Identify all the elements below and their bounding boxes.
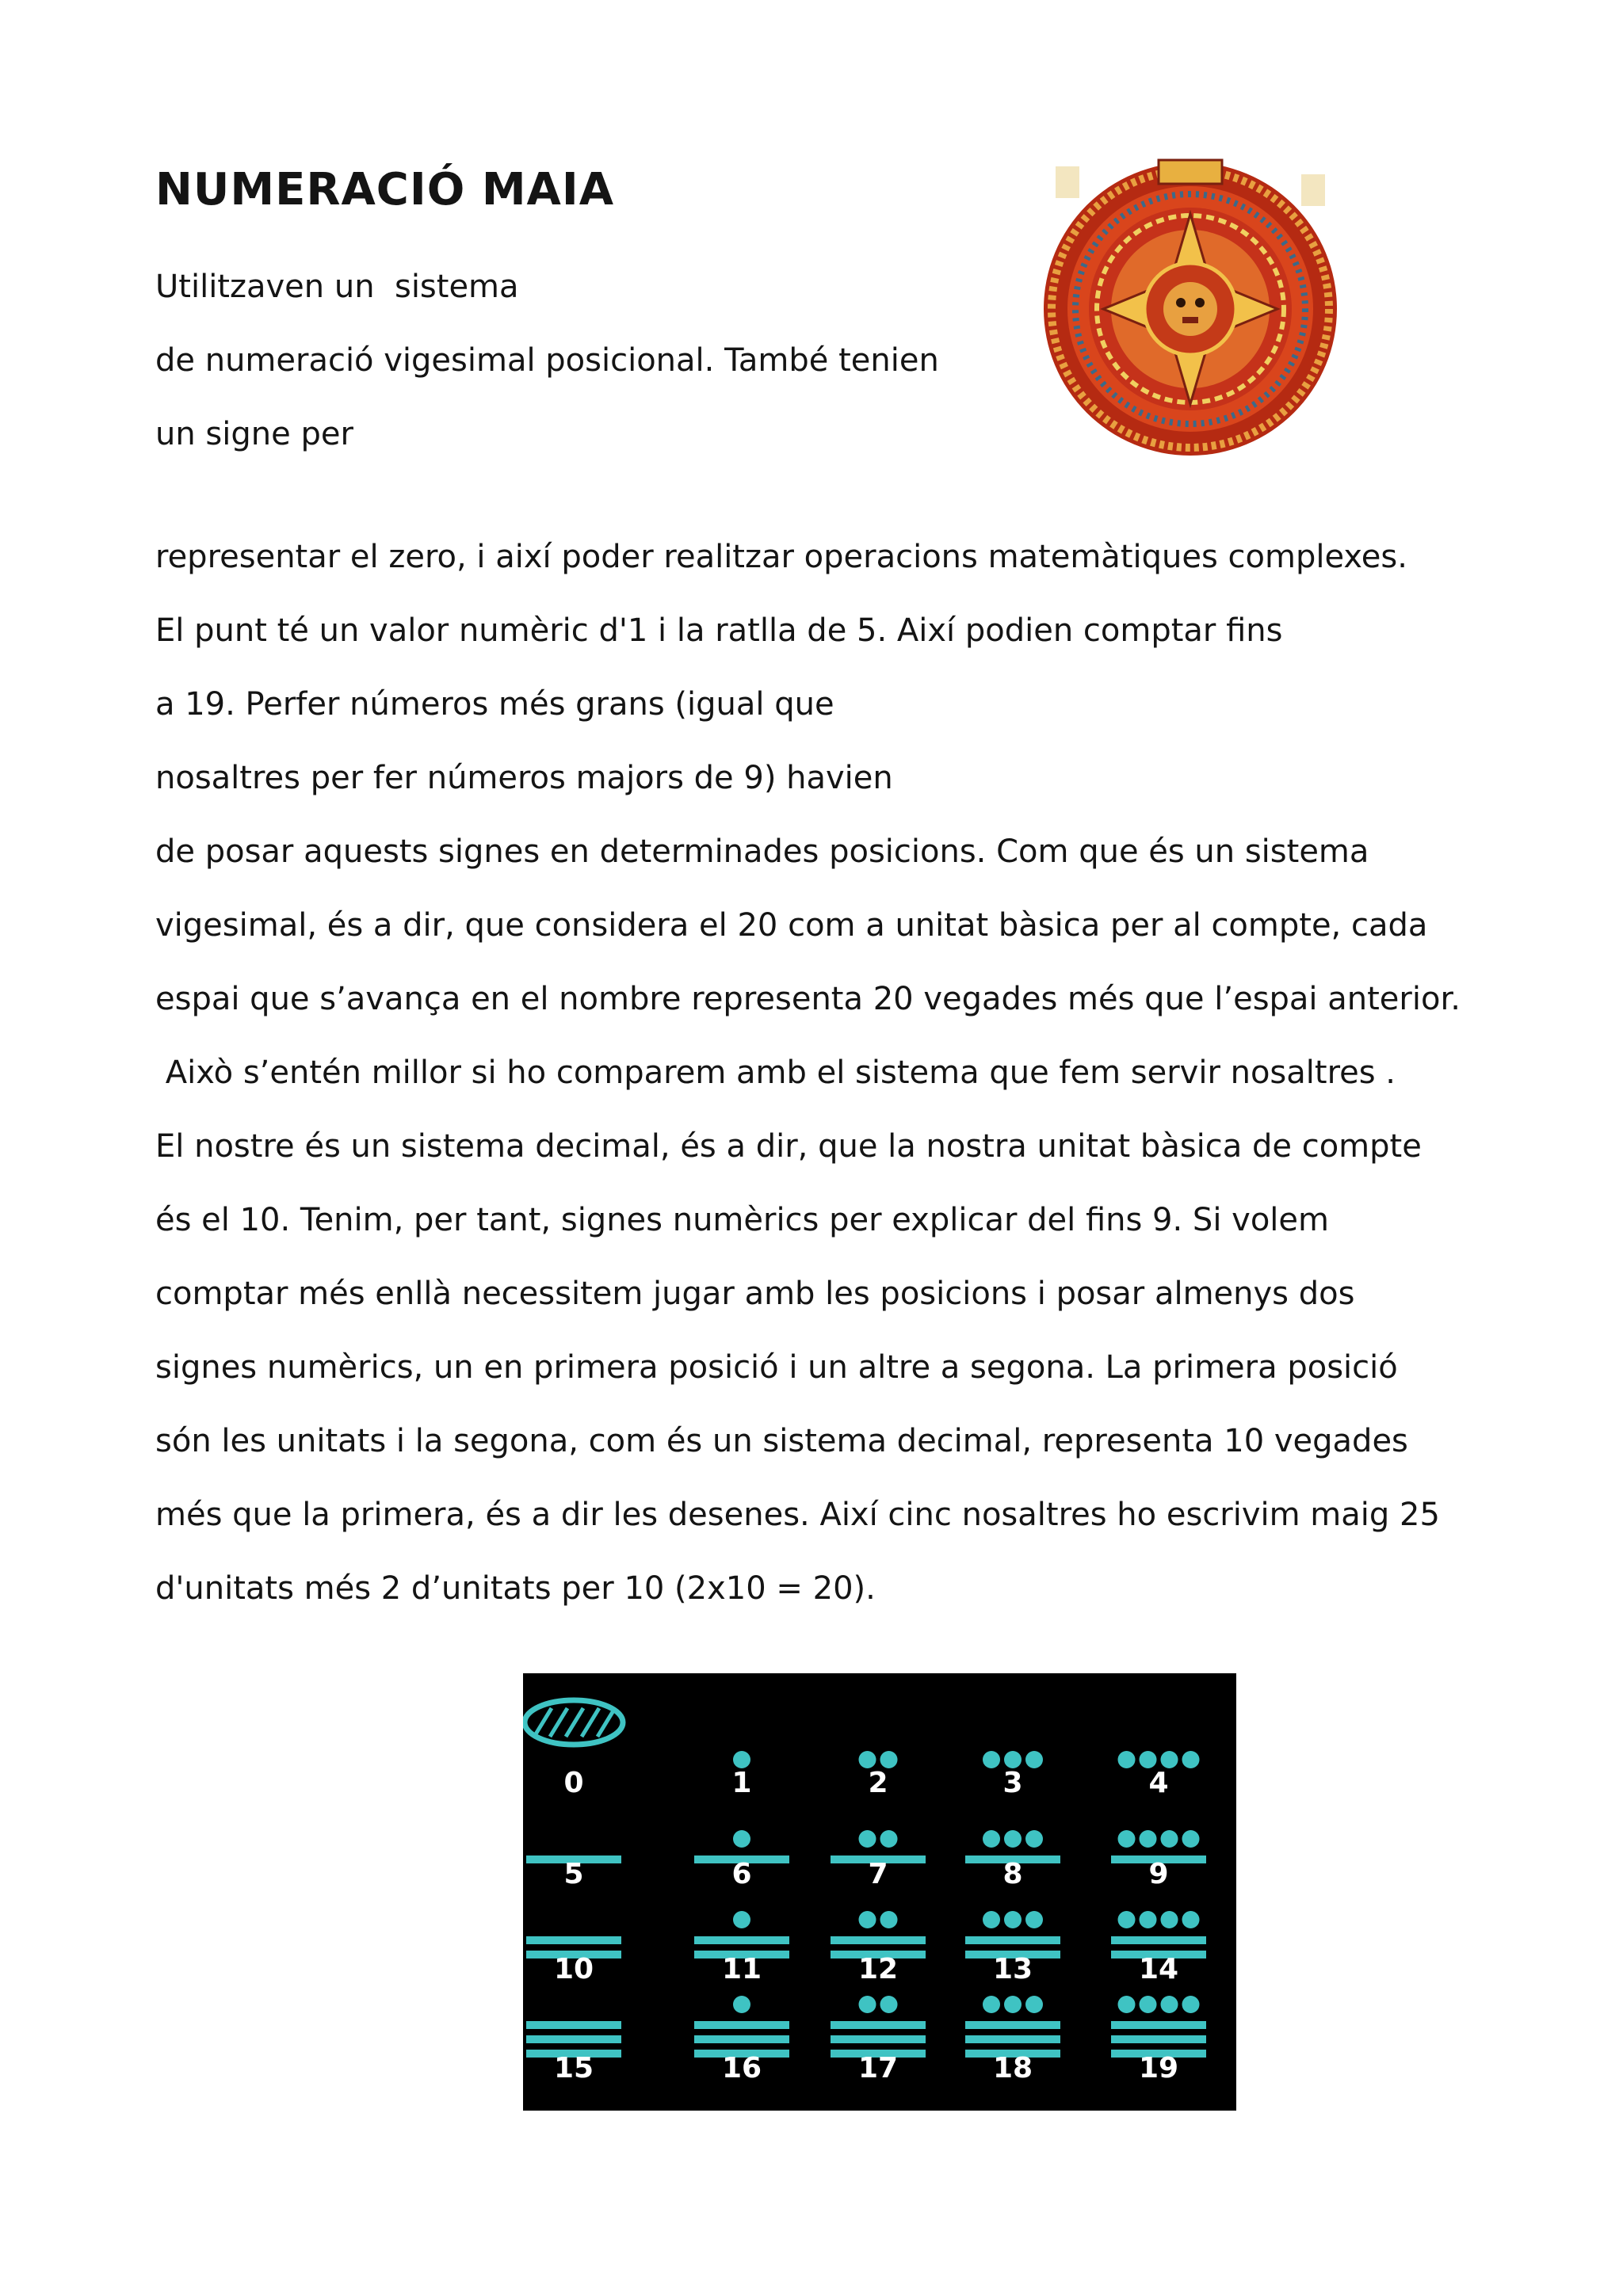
numeral-label: 18: [992, 2052, 1033, 2084]
maya-dot: [859, 1751, 876, 1768]
aztec-sun-stone-icon: [1040, 119, 1341, 499]
body-line: són les unitats i la segona, com és un sistema decimal, representa 10 vegades: [155, 1423, 1408, 1459]
numeral-label: 0: [563, 1767, 584, 1799]
body-line: un signe per: [155, 416, 353, 452]
maya-dot: [733, 1911, 750, 1928]
body-line: espai que s’avança en el nombre representa 20 vegades més que l’espai anterior.: [155, 981, 1461, 1017]
body-line: representar el zero, i així poder realitzar operacions matemàtiques complexes.: [155, 539, 1407, 575]
maya-bar: [831, 1936, 926, 1944]
body-line: comptar més enllà necessitem jugar amb les posicions i posar almenys dos: [155, 1276, 1355, 1312]
body-line: d'unitats més 2 d’unitats per 10 (2x10 = 20).: [155, 1570, 876, 1607]
numeral-label: 4: [1148, 1767, 1169, 1799]
maya-numeral-3: [983, 1751, 1043, 1799]
maya-dot: [1004, 1996, 1022, 2013]
body-line: més que la primera, és a dir les desenes. Així cinc nosaltres ho escrivim maig 25: [155, 1497, 1440, 1533]
maya-numeral-15: [526, 2021, 621, 2084]
body-line: a 19. Perfer números més grans (igual que: [155, 686, 834, 723]
maya-dot: [1118, 1830, 1136, 1848]
maya-numerals-chart: [523, 1673, 1236, 2111]
maya-dot: [983, 1996, 1000, 2013]
maya-numeral-7: [831, 1830, 926, 1890]
numeral-label: 17: [857, 2052, 899, 2084]
maya-dot: [880, 1830, 898, 1848]
maya-dot: [1161, 1911, 1178, 1928]
maya-numeral-6: [694, 1830, 789, 1890]
numeral-label: 2: [868, 1767, 888, 1799]
maya-bar: [831, 2035, 926, 2043]
numeral-label: 5: [563, 1858, 584, 1890]
maya-numeral-5: [526, 1855, 621, 1890]
maya-bar: [694, 2035, 789, 2043]
maya-numeral-8: [965, 1830, 1060, 1890]
numeral-label: 3: [1002, 1767, 1023, 1799]
maya-dot: [1025, 1996, 1043, 2013]
maya-bar: [526, 1936, 621, 1944]
maya-dot: [859, 1996, 876, 2013]
maya-numeral-14: [1111, 1911, 1206, 1985]
maya-bar: [1111, 2021, 1206, 2029]
maya-numeral-18: [965, 1996, 1060, 2084]
numeral-label: 8: [1002, 1858, 1023, 1890]
maya-dot: [1118, 1751, 1136, 1768]
numeral-label: 7: [868, 1858, 888, 1890]
maya-dot: [1118, 1911, 1136, 1928]
body-line: Utilitzaven un sistema: [155, 269, 519, 305]
maya-bar: [1111, 2035, 1206, 2043]
page-title: NUMERACIÓ MAIA: [155, 164, 615, 215]
maya-numeral-0: [525, 1700, 623, 1799]
maya-bar: [965, 1936, 1060, 1944]
numeral-label: 15: [553, 2052, 594, 2084]
maya-dot: [1004, 1830, 1022, 1848]
maya-numeral-12: [831, 1911, 926, 1985]
body-line: és el 10. Tenim, per tant, signes numèrics per explicar del fins 9. Si volem: [155, 1202, 1329, 1238]
maya-dot: [880, 1996, 898, 2013]
maya-numeral-2: [859, 1751, 898, 1799]
maya-dot: [1025, 1830, 1043, 1848]
maya-numeral-19: [1111, 1996, 1206, 2084]
maya-bar: [965, 2021, 1060, 2029]
maya-dot: [1004, 1911, 1022, 1928]
numeral-label: 11: [721, 1953, 762, 1985]
body-line: Això s’entén millor si ho comparem amb el sistema que fem servir nosaltres .: [155, 1055, 1396, 1091]
maya-dot: [859, 1830, 876, 1848]
numeral-label: 14: [1138, 1953, 1179, 1985]
maya-bar: [1111, 1936, 1206, 1944]
body-line: El nostre és un sistema decimal, és a dir, que la nostra unitat bàsica de compte: [155, 1128, 1422, 1165]
numeral-label: 1: [731, 1767, 752, 1799]
numeral-label: 13: [992, 1953, 1033, 1985]
maya-dot: [880, 1751, 898, 1768]
maya-bar: [526, 2035, 621, 2043]
maya-numeral-16: [694, 1996, 789, 2084]
maya-numeral-4: [1118, 1751, 1200, 1799]
body-line: nosaltres per fer números majors de 9) havien: [155, 760, 893, 796]
maya-numeral-1: [731, 1751, 751, 1799]
maya-numeral-17: [831, 1996, 926, 2084]
body-line: de numeració vigesimal posicional. També tenien: [155, 342, 939, 379]
maya-dot: [1140, 1996, 1157, 2013]
numeral-label: 6: [731, 1858, 752, 1890]
maya-bar: [965, 2035, 1060, 2043]
maya-dot: [1161, 1751, 1178, 1768]
maya-dot: [1182, 1830, 1200, 1848]
body-line: de posar aquests signes en determinades posicions. Com que és un sistema: [155, 833, 1369, 870]
maya-numeral-11: [694, 1911, 789, 1985]
maya-bar: [526, 2021, 621, 2029]
maya-dot: [733, 1996, 750, 2013]
maya-numeral-10: [526, 1936, 621, 1985]
maya-dot: [733, 1751, 750, 1768]
maya-dot: [983, 1751, 1000, 1768]
numeral-label: 16: [721, 2052, 762, 2084]
numeral-label: 19: [1138, 2052, 1179, 2084]
numeral-label: 10: [553, 1953, 594, 1985]
maya-dot: [880, 1911, 898, 1928]
body-line: vigesimal, és a dir, que considera el 20 com a unitat bàsica per al compte, cada: [155, 907, 1428, 944]
maya-dot: [1140, 1830, 1157, 1848]
maya-dot: [1161, 1996, 1178, 2013]
maya-dot: [733, 1830, 750, 1848]
maya-dot: [1182, 1751, 1200, 1768]
maya-dot: [1025, 1751, 1043, 1768]
maya-dot: [1161, 1830, 1178, 1848]
maya-dot: [859, 1911, 876, 1928]
maya-dot: [983, 1911, 1000, 1928]
maya-dot: [1140, 1911, 1157, 1928]
maya-numeral-9: [1111, 1830, 1206, 1890]
body-line: El punt té un valor numèric d'1 i la ratlla de 5. Així podien comptar fins: [155, 612, 1283, 649]
maya-dot: [1004, 1751, 1022, 1768]
maya-dot: [1140, 1751, 1157, 1768]
maya-bar: [831, 2021, 926, 2029]
maya-dot: [1025, 1911, 1043, 1928]
numeral-label: 9: [1148, 1858, 1169, 1890]
maya-dot: [1182, 1996, 1200, 2013]
maya-numeral-13: [965, 1911, 1060, 1985]
body-line: signes numèrics, un en primera posició i un altre a segona. La primera posició: [155, 1349, 1398, 1386]
numeral-label: 12: [857, 1953, 899, 1985]
maya-dot: [1118, 1996, 1136, 2013]
maya-dot: [1182, 1911, 1200, 1928]
maya-bar: [694, 1936, 789, 1944]
maya-bar: [694, 2021, 789, 2029]
maya-dot: [983, 1830, 1000, 1848]
